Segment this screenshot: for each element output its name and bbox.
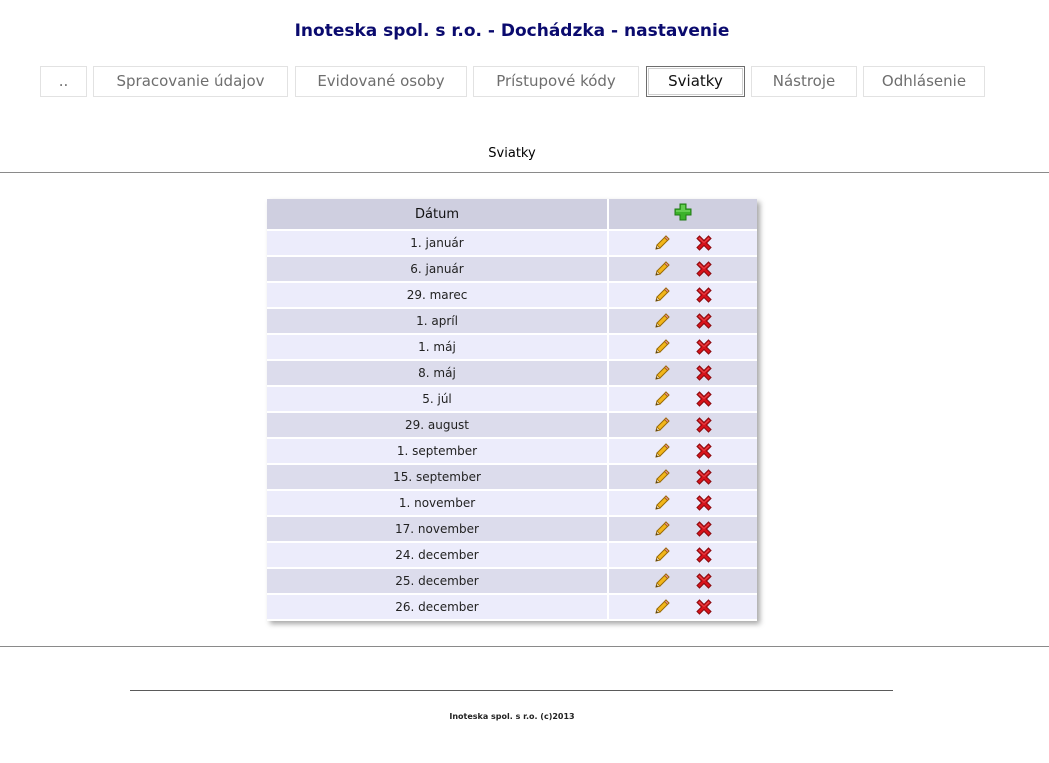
row-actions [608, 490, 757, 516]
row-actions [608, 334, 757, 360]
holiday-date: 1. apríl [267, 308, 608, 334]
nav-item-evidovane-osoby[interactable]: Evidované osoby [295, 66, 467, 97]
cross-icon[interactable] [694, 363, 714, 383]
cross-icon[interactable] [694, 597, 714, 617]
table-row [267, 568, 757, 594]
pencil-icon[interactable] [652, 311, 672, 331]
pencil-icon[interactable] [652, 545, 672, 565]
nav-item-spracovanie-udajov[interactable]: Spracovanie údajov [93, 66, 288, 97]
table-row [267, 412, 757, 438]
table-row [267, 256, 757, 282]
cross-icon[interactable] [694, 441, 714, 461]
row-actions-group [609, 231, 757, 255]
pencil-icon[interactable] [652, 285, 672, 305]
row-actions [608, 438, 757, 464]
pencil-icon[interactable] [652, 389, 672, 409]
pencil-icon[interactable] [652, 467, 672, 487]
row-actions-group [609, 439, 757, 463]
row-actions-group [609, 543, 757, 567]
row-actions [608, 360, 757, 386]
row-actions [608, 412, 757, 438]
row-actions-group [609, 361, 757, 385]
row-actions-group [609, 569, 757, 593]
cross-icon[interactable] [694, 389, 714, 409]
holiday-date: 5. júl [267, 386, 608, 412]
pencil-icon[interactable] [652, 519, 672, 539]
cross-icon[interactable] [694, 259, 714, 279]
row-actions-group [609, 257, 757, 281]
cross-icon[interactable] [694, 285, 714, 305]
pencil-icon[interactable] [652, 597, 672, 617]
row-actions-group [609, 491, 757, 515]
row-actions-group [609, 283, 757, 307]
pencil-icon[interactable] [652, 259, 672, 279]
table-row [267, 282, 757, 308]
holiday-date: 1. január [267, 230, 608, 256]
row-actions [608, 568, 757, 594]
row-actions-group [609, 595, 757, 619]
footer-divider [130, 690, 893, 691]
section-title: Sviatky [488, 146, 536, 161]
nav-item-pristupove-kody[interactable]: Prístupové kódy [473, 66, 639, 97]
holiday-date: 8. máj [267, 360, 608, 386]
row-actions-group [609, 413, 757, 437]
cross-icon[interactable] [694, 519, 714, 539]
cross-icon[interactable] [694, 415, 714, 435]
row-actions-group [609, 517, 757, 541]
holiday-date: 1. máj [267, 334, 608, 360]
table-row [267, 308, 757, 334]
table-row [267, 542, 757, 568]
cross-icon[interactable] [694, 311, 714, 331]
table-row [267, 438, 757, 464]
holiday-date: 26. december [267, 594, 608, 620]
table-row [267, 334, 757, 360]
table-row [267, 464, 757, 490]
row-actions [608, 230, 757, 256]
row-actions-group [609, 335, 757, 359]
table-body [267, 230, 757, 620]
column-header-actions [608, 199, 757, 230]
table-row [267, 230, 757, 256]
cross-icon[interactable] [694, 493, 714, 513]
row-actions [608, 386, 757, 412]
cross-icon[interactable] [694, 467, 714, 487]
row-actions [608, 282, 757, 308]
nav-item-odhlasenie[interactable]: Odhlásenie [863, 66, 985, 97]
holiday-date: 24. december [267, 542, 608, 568]
divider-bottom [0, 646, 1049, 647]
plus-icon[interactable] [673, 202, 693, 222]
cross-icon[interactable] [694, 233, 714, 253]
holidays-table [267, 199, 757, 621]
cross-icon[interactable] [694, 571, 714, 591]
holiday-date: 17. november [267, 516, 608, 542]
app-title: Inoteska spol. s r.o. - Dochádzka - nastavenie [294, 21, 730, 41]
nav-item-sviatky[interactable]: Sviatky [646, 66, 745, 97]
table-row [267, 516, 757, 542]
nav-item-nastroje[interactable]: Nástroje [751, 66, 857, 97]
pencil-icon[interactable] [652, 493, 672, 513]
row-actions [608, 256, 757, 282]
row-actions [608, 594, 757, 620]
cross-icon[interactable] [694, 545, 714, 565]
holiday-date: 29. august [267, 412, 608, 438]
divider-top [0, 172, 1049, 173]
table-row [267, 386, 757, 412]
row-actions [608, 516, 757, 542]
cross-icon[interactable] [694, 337, 714, 357]
pencil-icon[interactable] [652, 571, 672, 591]
holiday-date: 29. marec [267, 282, 608, 308]
row-actions-group [609, 309, 757, 333]
row-actions [608, 464, 757, 490]
row-actions-group [609, 465, 757, 489]
holiday-date: 1. november [267, 490, 608, 516]
pencil-icon[interactable] [652, 363, 672, 383]
table-header-row [267, 199, 757, 230]
table-row [267, 360, 757, 386]
pencil-icon[interactable] [652, 233, 672, 253]
nav-item-up[interactable]: .. [40, 66, 87, 97]
holiday-date: 1. september [267, 438, 608, 464]
holiday-date: 15. september [267, 464, 608, 490]
column-header-date: Dátum [267, 199, 608, 230]
holidays-table-container [267, 199, 757, 621]
row-actions [608, 542, 757, 568]
pencil-icon[interactable] [652, 441, 672, 461]
pencil-icon[interactable] [652, 337, 672, 357]
row-actions [608, 308, 757, 334]
holiday-date: 25. december [267, 568, 608, 594]
table-row [267, 490, 757, 516]
holiday-date: 6. január [267, 256, 608, 282]
table-row [267, 594, 757, 620]
row-actions-group [609, 387, 757, 411]
pencil-icon[interactable] [652, 415, 672, 435]
footer-copyright: Inoteska spol. s r.o. (c)2013 [449, 712, 575, 721]
